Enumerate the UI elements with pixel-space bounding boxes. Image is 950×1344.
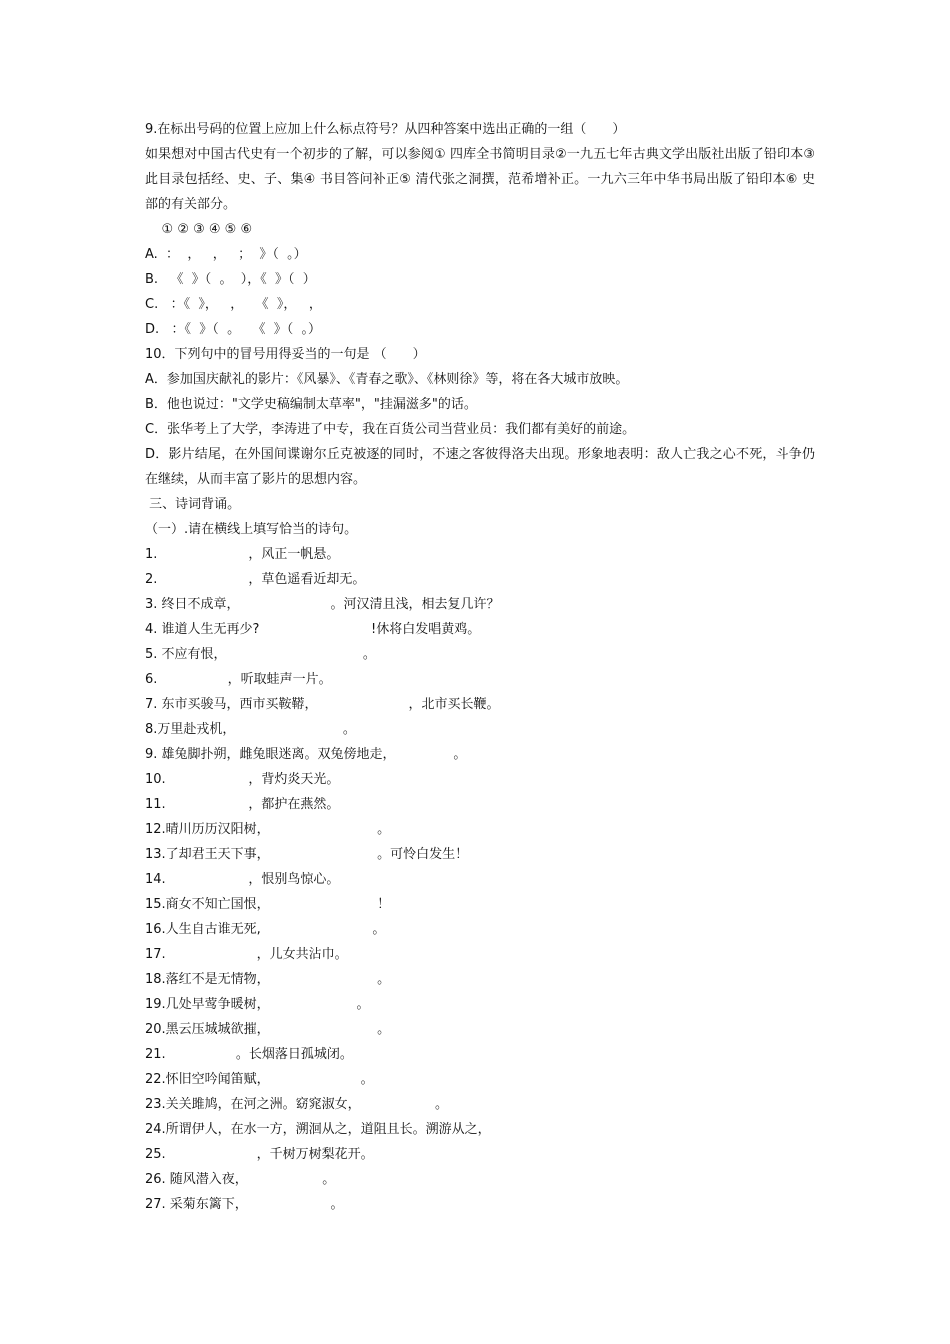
question-10-option-a: A．参加国庆献礼的影片：《风暴》、《青春之歌》、《林则徐》等，将在各大城市放映。 — [145, 372, 629, 387]
poem-item: 8.万里赴戎机， 。 — [145, 722, 356, 737]
question-10-option-b: B．他也说过："文学史稿编制太草率"，"挂漏滋多"的话。 — [145, 397, 477, 412]
question-9-option-a: A. ： ， ， ； 》（ 。） — [145, 247, 307, 262]
poem-item: 20.黑云压城城欲摧， 。 — [145, 1022, 391, 1037]
poem-item: 24.所谓伊人，在水一方，溯洄从之，道阻且长。溯游从之， — [145, 1122, 491, 1137]
question-9-stem: 9.在标出号码的位置上应加上什么标点符号？从四种答案中选出正确的一组（ ） — [145, 122, 626, 137]
question-10-stem: 10．下列句中的冒号用得妥当的一句是 （ ） — [145, 347, 426, 362]
poem-item: 2. ，草色遥看近却无。 — [145, 572, 366, 587]
poem-item: 14. ，恨别鸟惊心。 — [145, 872, 340, 887]
poem-item: 15.商女不知亡国恨， ！ — [145, 897, 391, 912]
poem-item: 9. 雄兔脚扑朔，雌兔眼迷离。双兔傍地走， 。 — [145, 747, 467, 762]
poem-item: 4. 谁道人生无再少? !休将白发唱黄鸡。 — [145, 622, 481, 637]
poem-item: 19.几处早莺争暖树， 。 — [145, 997, 370, 1012]
poem-item: 18.落红不是无情物， 。 — [145, 972, 391, 987]
poem-item: 13.了却君王天下事， 。可怜白发生！ — [145, 847, 469, 862]
section-3-title: 三、诗词背诵。 — [145, 497, 241, 512]
poem-item: 17. ，儿女共沾巾。 — [145, 947, 348, 962]
section-3-subtitle: （一）.请在横线上填写恰当的诗句。 — [145, 522, 358, 537]
poem-item: 6. ，听取蛙声一片。 — [145, 672, 332, 687]
poem-item: 21. 。长烟落日孤城闭。 — [145, 1047, 353, 1062]
question-10-option-d: D．影片结尾，在外国间谍谢尔丘克被逐的同时，不速之客彼得洛夫出现。形象地表明：敌人亡我之心不死，斗争仍在继续，从而丰富了影片的思想内容。 — [145, 447, 815, 487]
poem-item: 1. ，风正一帆悬。 — [145, 547, 340, 562]
question-10-option-c: C．张华考上了大学，李涛进了中专，我在百货公司当营业员：我们都有美好的前途。 — [145, 422, 636, 437]
poem-item: 12.晴川历历汉阳树， 。 — [145, 822, 391, 837]
poem-item: 26. 随风潜入夜， 。 — [145, 1172, 336, 1187]
poem-item: 10. ，背灼炎天光。 — [145, 772, 340, 787]
question-9-numbers: ① ② ③ ④ ⑤ ⑥ — [145, 222, 253, 237]
poem-item: 25. ，千树万树梨花开。 — [145, 1147, 374, 1162]
poem-item: 11. ，都护在燕然。 — [145, 797, 340, 812]
poem-item: 27. 采菊东篱下， 。 — [145, 1197, 344, 1212]
question-9-option-b: B. 《 》（ 。 ），《 》（ ） — [145, 272, 316, 287]
question-9-passage: 如果想对中国古代史有一个初步的了解，可以参阅① 四库全书简明目录②一九五七年古典文学出版社出版了铅印本③ 此目录包括经、史、子、集④ 书目答问补正⑤ 清代张之洞撰，范希增补正。一九六三年中华书局出版了铅印本⑥ 史部的有关部分。 — [145, 147, 815, 212]
poem-item: 7. 东市买骏马，西市买鞍鞯， ，北市买长鞭。 — [145, 697, 500, 712]
document-content — [145, 117, 815, 1217]
poem-item: 5. 不应有恨， 。 — [145, 647, 376, 662]
question-9-option-c: C. ：《 》， ， 《 》， ， — [145, 297, 322, 312]
poem-item: 22.怀旧空吟闻笛赋， 。 — [145, 1072, 374, 1087]
poem-item: 3. 终日不成章， 。河汉清且浅，相去复几许？ — [145, 597, 500, 612]
question-9-option-d: D. ：《 》（ 。 《 》（ 。） — [145, 322, 321, 337]
poem-item: 23.关关雎鸠，在河之洲。窈窕淑女， 。 — [145, 1097, 449, 1112]
poem-item: 16.人生自古谁无死, 。 — [145, 922, 386, 937]
